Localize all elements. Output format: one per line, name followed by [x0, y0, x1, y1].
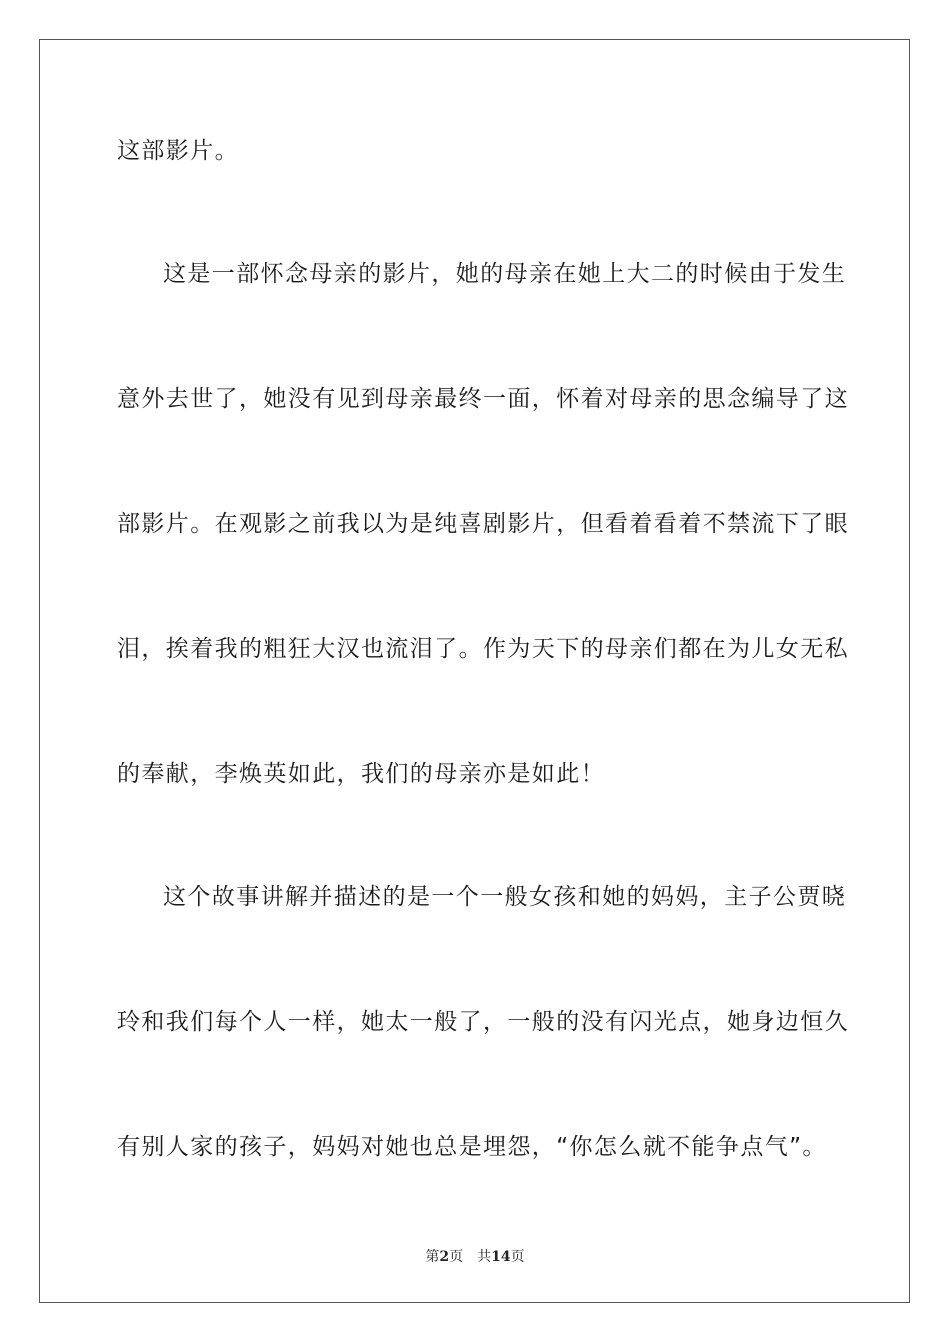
page-number: 2 — [439, 1249, 450, 1265]
paragraph-start-line: 这个故事讲解并描述的是一个一般女孩和她的妈妈，主子公贾晓 — [163, 884, 847, 910]
text-line: 意外去世了，她没有见到母亲最终一面，怀着对母亲的思念编导了这 — [117, 386, 849, 412]
paragraph-start-line: 这是一部怀念母亲的影片，她的母亲在她上大二的时候由于发生 — [163, 261, 847, 287]
text-line: 部影片。在观影之前我以为是纯喜剧影片，但看着看着不禁流下了眼 — [117, 511, 849, 537]
text-line: 玲和我们每个人一样，她太一般了，一般的没有闪光点，她身边恒久 — [117, 1009, 849, 1035]
text-line: 泪，挨着我的粗狂大汉也流泪了。作为天下的母亲们都在为儿女无私 — [117, 636, 849, 662]
page-border — [39, 39, 910, 1303]
text-line: 的奉献，李焕英如此，我们的母亲亦是如此！ — [117, 761, 605, 787]
page-prefix: 第 — [425, 1249, 440, 1265]
total-suffix: 页 — [510, 1249, 525, 1265]
text-line: 有别人家的孩子，妈妈对她也总是埋怨，“你怎么就不能争点气”。 — [117, 1134, 827, 1160]
page-footer — [0, 1247, 950, 1267]
page-suffix: 页 — [449, 1249, 464, 1265]
total-prefix: 共 — [477, 1249, 492, 1265]
page-total: 14 — [491, 1249, 511, 1265]
text-line: 这部影片。 — [117, 138, 239, 164]
